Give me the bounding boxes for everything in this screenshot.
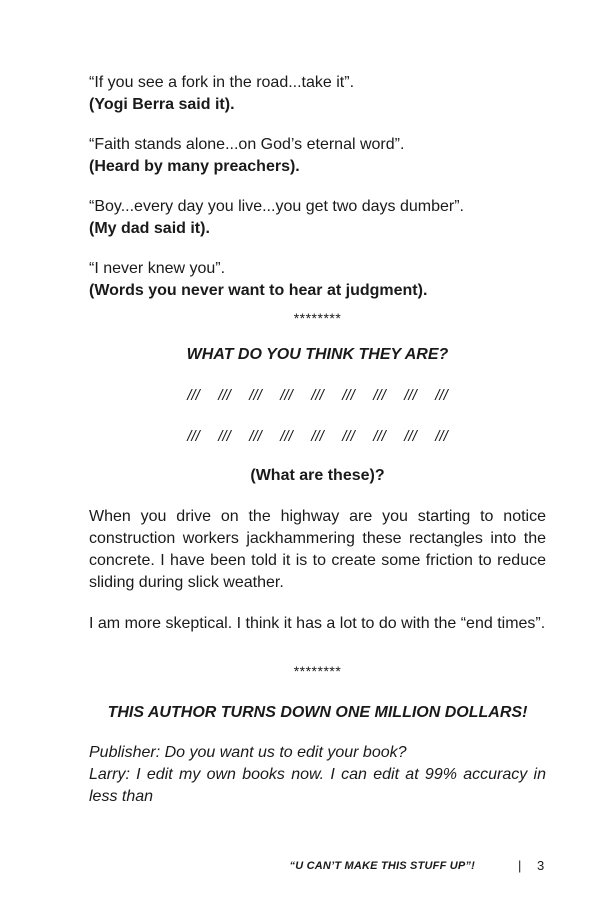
- body-paragraph: When you drive on the highway are you starting to notice construction workers jackhammering these rectangles into the concrete. I have been told it is to create some friction to reduce sliding during slick weather.: [89, 508, 546, 591]
- slash-mark: ///: [435, 428, 448, 445]
- slash-mark: ///: [249, 387, 262, 404]
- slash-mark: ///: [249, 428, 262, 445]
- section-heading: WHAT DO YOU THINK THEY ARE?: [186, 346, 449, 363]
- quote-text: “I never knew you”.: [89, 260, 226, 277]
- slash-mark: ///: [218, 387, 231, 404]
- slash-mark: ///: [311, 428, 324, 445]
- page-number: 3: [537, 858, 545, 873]
- slash-mark: ///: [280, 428, 293, 445]
- quote-block: [89, 72, 546, 116]
- quote-text: “If you see a fork in the road...take it”.: [89, 74, 355, 91]
- quote-block: [89, 134, 546, 178]
- page-footer: [0, 857, 609, 875]
- dialogue-line: Larry: I edit my own books now. I can edit at 99% accuracy in less than: [89, 766, 546, 805]
- slash-mark: ///: [373, 428, 386, 445]
- footer-separator: |: [518, 858, 522, 873]
- quote-source: (My dad said it).: [89, 220, 210, 237]
- slash-mark: ///: [187, 428, 200, 445]
- quote-text: “Boy...every day you live...you get two days dumber”.: [89, 198, 464, 215]
- dialogue-line: Publisher: Do you want us to edit your book?: [89, 744, 407, 761]
- quote-block: [89, 258, 546, 302]
- slash-mark: ///: [187, 387, 200, 404]
- slash-mark: ///: [218, 428, 231, 445]
- body-paragraph: I am more skeptical. I think it has a lot to do with the “end times”.: [89, 615, 546, 632]
- slash-mark: ///: [280, 387, 293, 404]
- quote-source: (Words you never want to hear at judgment).: [89, 282, 428, 299]
- section-separator: ********: [293, 310, 342, 326]
- slash-mark: ///: [435, 387, 448, 404]
- quote-source: (Heard by many preachers).: [89, 158, 300, 175]
- slash-mark: ///: [311, 387, 324, 404]
- page-body: [89, 72, 546, 808]
- section-heading: THIS AUTHOR TURNS DOWN ONE MILLION DOLLARS!: [107, 704, 528, 721]
- quote-block: [89, 196, 546, 240]
- slash-mark: ///: [404, 387, 417, 404]
- slash-mark: ///: [342, 387, 355, 404]
- slash-mark: ///: [342, 428, 355, 445]
- slash-mark: ///: [404, 428, 417, 445]
- question-text: (What are these)?: [250, 467, 385, 484]
- quote-text: “Faith stands alone...on God’s eternal word”.: [89, 136, 405, 153]
- dialogue-block: [89, 742, 546, 808]
- slash-row: [89, 427, 546, 447]
- running-title: “U CAN’T MAKE THIS STUFF UP”!: [289, 860, 475, 872]
- slash-mark: ///: [373, 387, 386, 404]
- quote-source: (Yogi Berra said it).: [89, 96, 235, 113]
- section-separator: ********: [293, 663, 342, 679]
- slash-row: [89, 386, 546, 406]
